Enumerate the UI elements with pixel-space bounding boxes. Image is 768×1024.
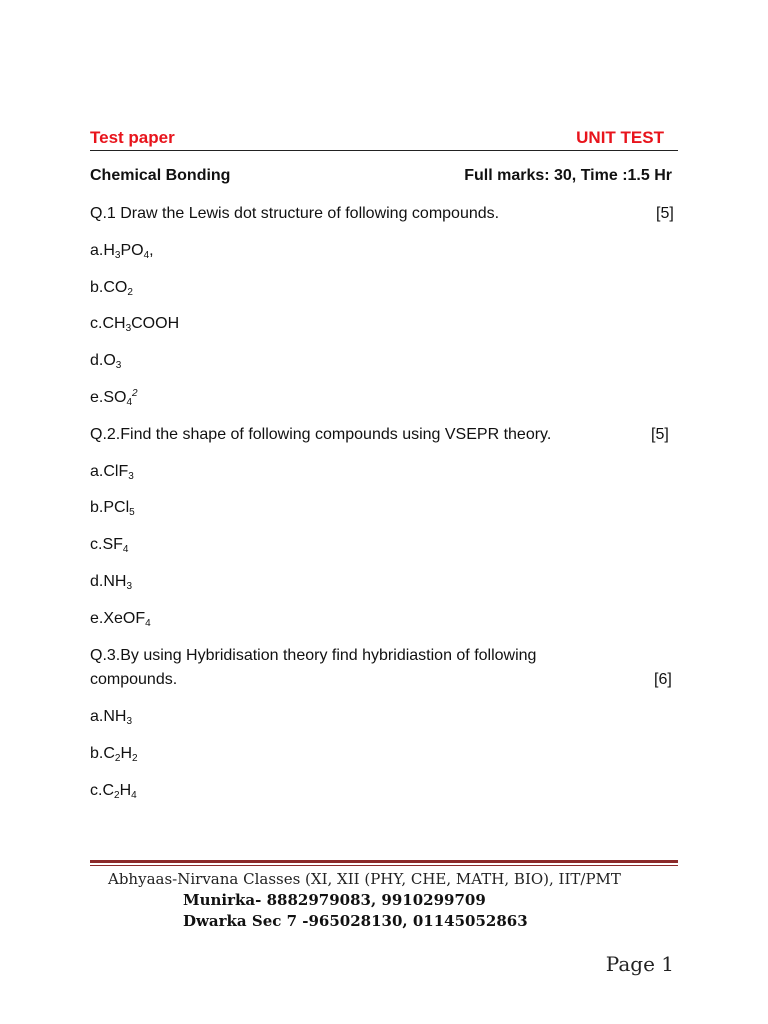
footer-munirka-contact: Munirka- 8882979083, 9910299709 (183, 891, 486, 909)
q1-c-prefix: c.CH (90, 315, 126, 332)
question-2 (90, 424, 551, 446)
q3-b-sub1: 2 (114, 753, 121, 764)
header-unit-test: UNIT TEST (576, 128, 664, 147)
q3-option-c (90, 780, 137, 802)
q1-option-e (90, 387, 138, 409)
q2-option-e (90, 608, 151, 630)
q2-a-sub1: 3 (128, 471, 134, 482)
q2-option-b (90, 497, 135, 519)
q3-b-prefix: b.C (90, 745, 115, 762)
q3-b-sub2: 2 (132, 753, 138, 764)
q1-c-sub1: 3 (125, 323, 132, 334)
q2-c-prefix: c.SF (90, 536, 123, 553)
q2-option-c (90, 534, 128, 556)
q1-d-sub1: 3 (115, 360, 122, 371)
q1-a-sub2: 4 (143, 250, 150, 261)
marks-time: Full marks: 30, Time :1.5 Hr (464, 167, 672, 184)
q3-b-mid: H (120, 745, 133, 762)
q2-a-prefix: a.ClF (90, 463, 129, 480)
footer-dwarka-contact: Dwarka Sec 7 -965028130, 01145052863 (183, 912, 528, 930)
question-3-text-2: compounds. (90, 671, 178, 688)
q1-a-suffix: , (149, 242, 154, 259)
q1-c-suffix: COOH (131, 315, 180, 332)
q1-e-prefix: e.SO (90, 389, 127, 406)
question-3-line-1 (90, 645, 536, 667)
footer-divider-thick (90, 860, 678, 863)
question-1-marks: [5] (656, 205, 674, 222)
q2-e-prefix: e.XeOF (90, 610, 146, 627)
question-3-text-1: Q.3.By using Hybridisation theory find hybridiastion of following (90, 647, 537, 664)
q3-c-sub2: 4 (131, 790, 137, 801)
question-1-text: Q.1 Draw the Lewis dot structure of following compounds. (90, 205, 500, 222)
q3-c-prefix: c.C (90, 782, 114, 799)
q1-a-prefix: a.H (90, 242, 115, 259)
q3-option-b (90, 743, 138, 765)
q1-e-sup: 2 (132, 388, 138, 399)
q2-b-prefix: b.PCl (90, 499, 130, 516)
q3-a-sub1: 3 (126, 716, 133, 727)
q2-d-sub1: 3 (126, 581, 133, 592)
q2-d-prefix: d.NH (90, 573, 127, 590)
q1-a-sub1: 3 (114, 250, 121, 261)
question-3-line-2 (90, 669, 177, 691)
q1-b-sub1: 2 (127, 287, 133, 298)
q3-c-mid: H (119, 782, 132, 799)
q2-c-sub1: 4 (122, 544, 129, 555)
question-1 (90, 203, 499, 225)
q3-option-a (90, 706, 132, 728)
q1-option-b (90, 277, 133, 299)
q1-a-mid: PO (120, 242, 144, 259)
footer-institute: Abhyaas-Nirvana Classes (XI, XII (PHY, CHE, MATH, BIO), IIT/PMT (108, 870, 621, 888)
q2-b-sub1: 5 (129, 507, 135, 518)
page-number: Page 1 (605, 952, 674, 976)
q2-e-sub1: 4 (145, 618, 151, 629)
subject-title: Chemical Bonding (90, 167, 231, 184)
question-2-text: Q.2.Find the shape of following compounds using VSEPR theory. (90, 426, 552, 443)
question-3-marks: [6] (654, 671, 672, 688)
q1-d-prefix: d.O (90, 352, 116, 369)
q1-option-a (90, 240, 154, 262)
q1-e-sub1: 4 (126, 397, 133, 408)
q3-c-sub1: 2 (114, 790, 120, 801)
q1-b-prefix: b.CO (90, 279, 128, 296)
q2-option-d (90, 571, 132, 593)
q1-option-c (90, 313, 179, 335)
q2-option-a (90, 461, 134, 483)
subheader-row (90, 167, 674, 189)
question-2-marks: [5] (651, 426, 669, 443)
q1-option-d (90, 350, 121, 372)
footer-divider-thin (90, 865, 678, 866)
header-row (90, 128, 678, 151)
header-test-paper: Test paper (90, 128, 175, 147)
q3-a-prefix: a.NH (90, 708, 127, 725)
